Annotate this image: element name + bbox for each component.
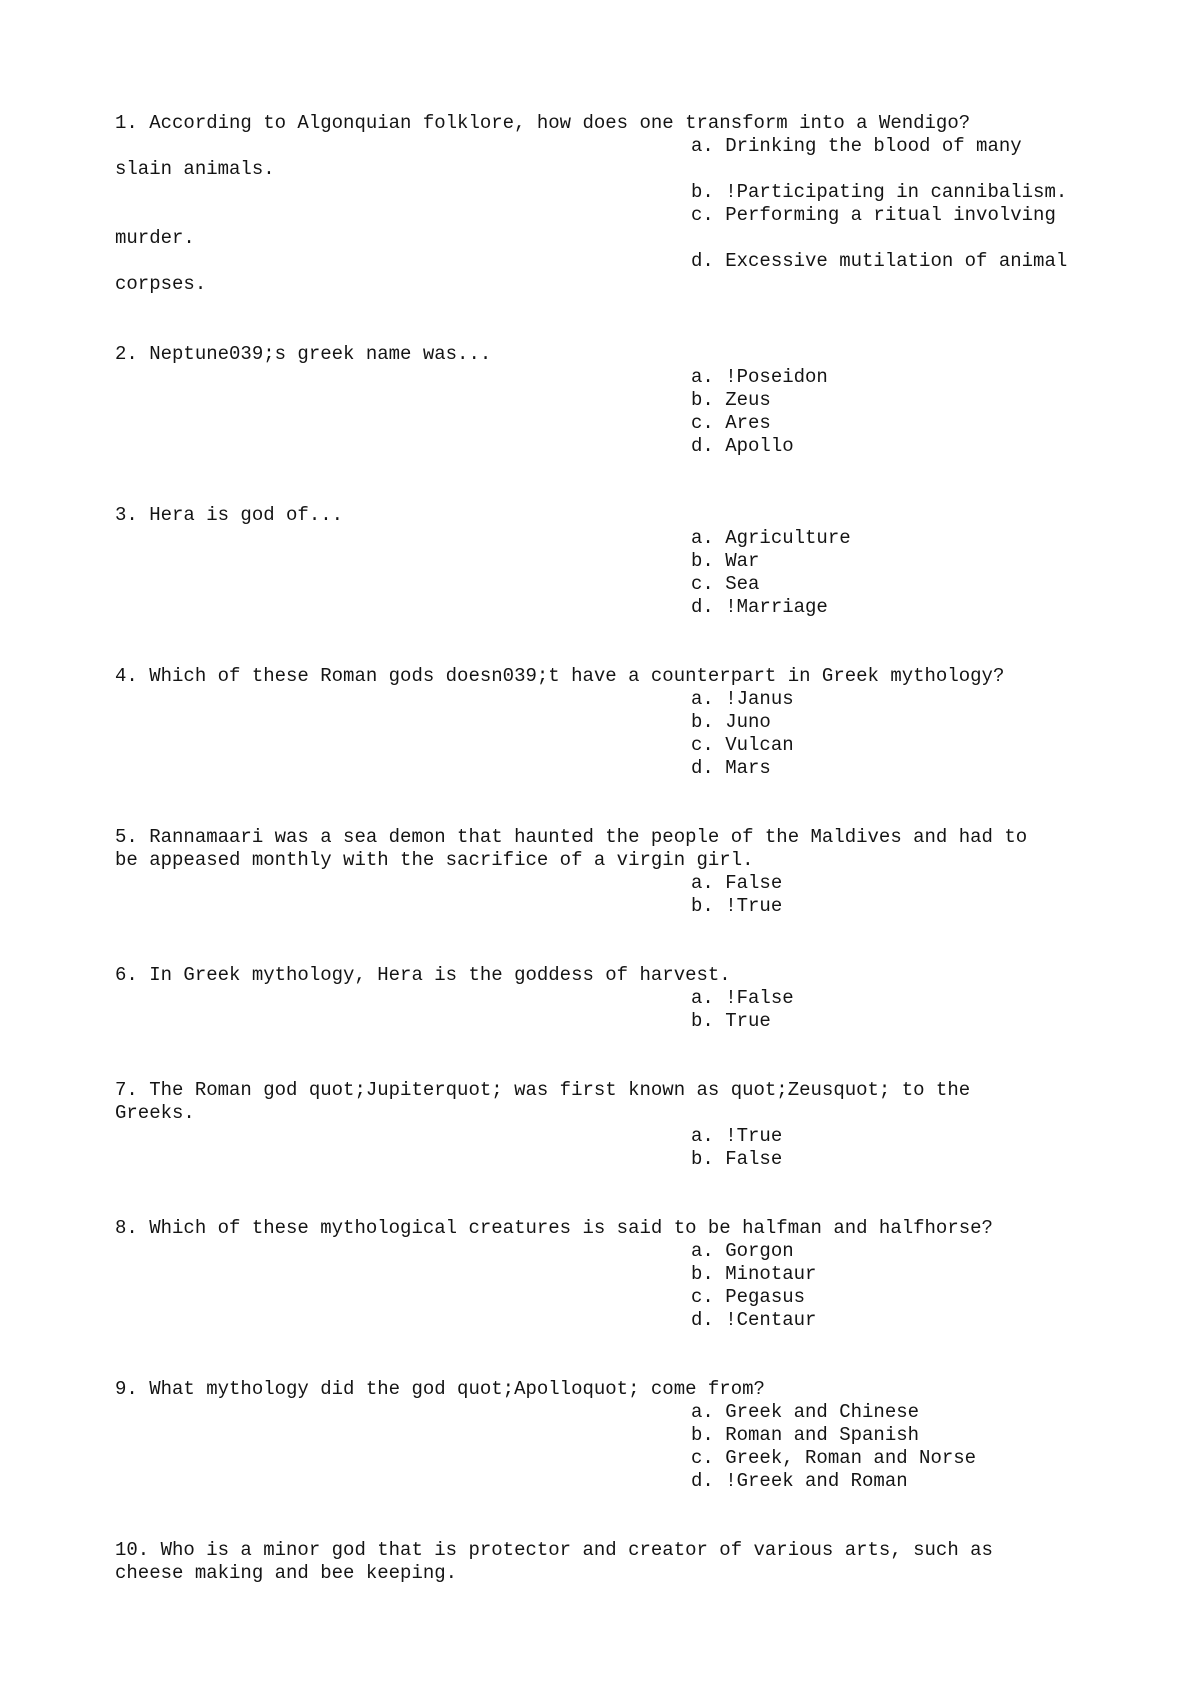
question-3-option-d: d. !Marriage bbox=[691, 596, 828, 618]
question-1-prompt: 1. According to Algonquian folklore, how does one transform into a Wendigo? bbox=[115, 112, 971, 134]
question-4-prompt: 4. Which of these Roman gods doesn039;t have a counterpart in Greek mythology? bbox=[115, 665, 1005, 687]
question-7-option-a: a. !True bbox=[691, 1125, 783, 1147]
question-9-option-b: b. Roman and Spanish bbox=[691, 1424, 920, 1446]
question-8-prompt: 8. Which of these mythological creatures is said to be halfman and halfhorse? bbox=[115, 1217, 993, 1239]
question-6-option-a: a. !False bbox=[691, 987, 794, 1009]
question-9-option-a: a. Greek and Chinese bbox=[691, 1401, 920, 1423]
question-1-option-a: a. Drinking the blood of many bbox=[691, 135, 1022, 157]
question-5-prompt: 5. Rannamaari was a sea demon that haunted the people of the Maldives and had to bbox=[115, 826, 1028, 848]
question-1-option-c-continuation: murder. bbox=[115, 227, 195, 249]
question-7-option-b: b. False bbox=[691, 1148, 783, 1170]
question-10-prompt-line2: cheese making and bee keeping. bbox=[115, 1562, 458, 1584]
question-3-option-b: b. War bbox=[691, 550, 760, 572]
question-8-option-c: c. Pegasus bbox=[691, 1286, 806, 1308]
question-10-prompt: 10. Who is a minor god that is protector and creator of various arts, such as bbox=[115, 1539, 993, 1561]
question-8-option-a: a. Gorgon bbox=[691, 1240, 794, 1262]
question-2-option-c: c. Ares bbox=[691, 412, 771, 434]
question-5-option-b: b. !True bbox=[691, 895, 783, 917]
question-2-option-b: b. Zeus bbox=[691, 389, 771, 411]
question-3-option-a: a. Agriculture bbox=[691, 527, 851, 549]
question-8-option-d: d. !Centaur bbox=[691, 1309, 817, 1331]
question-8-option-b: b. Minotaur bbox=[691, 1263, 817, 1285]
question-4-option-b: b. Juno bbox=[691, 711, 771, 733]
question-6-prompt: 6. In Greek mythology, Hera is the goddess of harvest. bbox=[115, 964, 731, 986]
question-1-option-a-continuation: slain animals. bbox=[115, 158, 275, 180]
question-1-option-b: b. !Participating in cannibalism. bbox=[691, 181, 1068, 203]
question-4-option-c: c. Vulcan bbox=[691, 734, 794, 756]
question-9-prompt: 9. What mythology did the god quot;Apolloquot; come from? bbox=[115, 1378, 765, 1400]
question-5-prompt-line2: be appeased monthly with the sacrifice of a virgin girl. bbox=[115, 849, 754, 871]
question-3-prompt: 3. Hera is god of... bbox=[115, 504, 344, 526]
question-6-option-b: b. True bbox=[691, 1010, 771, 1032]
question-4-option-d: d. Mars bbox=[691, 757, 771, 779]
question-2-prompt: 2. Neptune039;s greek name was... bbox=[115, 343, 492, 365]
question-1-option-d: d. Excessive mutilation of animal bbox=[691, 250, 1068, 272]
question-7-prompt-line2: Greeks. bbox=[115, 1102, 195, 1124]
question-1-option-c: c. Performing a ritual involving bbox=[691, 204, 1056, 226]
question-9-option-d: d. !Greek and Roman bbox=[691, 1470, 908, 1492]
question-2-option-d: d. Apollo bbox=[691, 435, 794, 457]
question-7-prompt: 7. The Roman god quot;Jupiterquot; was first known as quot;Zeusquot; to the bbox=[115, 1079, 971, 1101]
question-1-option-d-continuation: corpses. bbox=[115, 273, 207, 295]
question-2-option-a: a. !Poseidon bbox=[691, 366, 828, 388]
question-4-option-a: a. !Janus bbox=[691, 688, 794, 710]
question-5-option-a: a. False bbox=[691, 872, 783, 894]
question-9-option-c: c. Greek, Roman and Norse bbox=[691, 1447, 977, 1469]
question-3-option-c: c. Sea bbox=[691, 573, 760, 595]
